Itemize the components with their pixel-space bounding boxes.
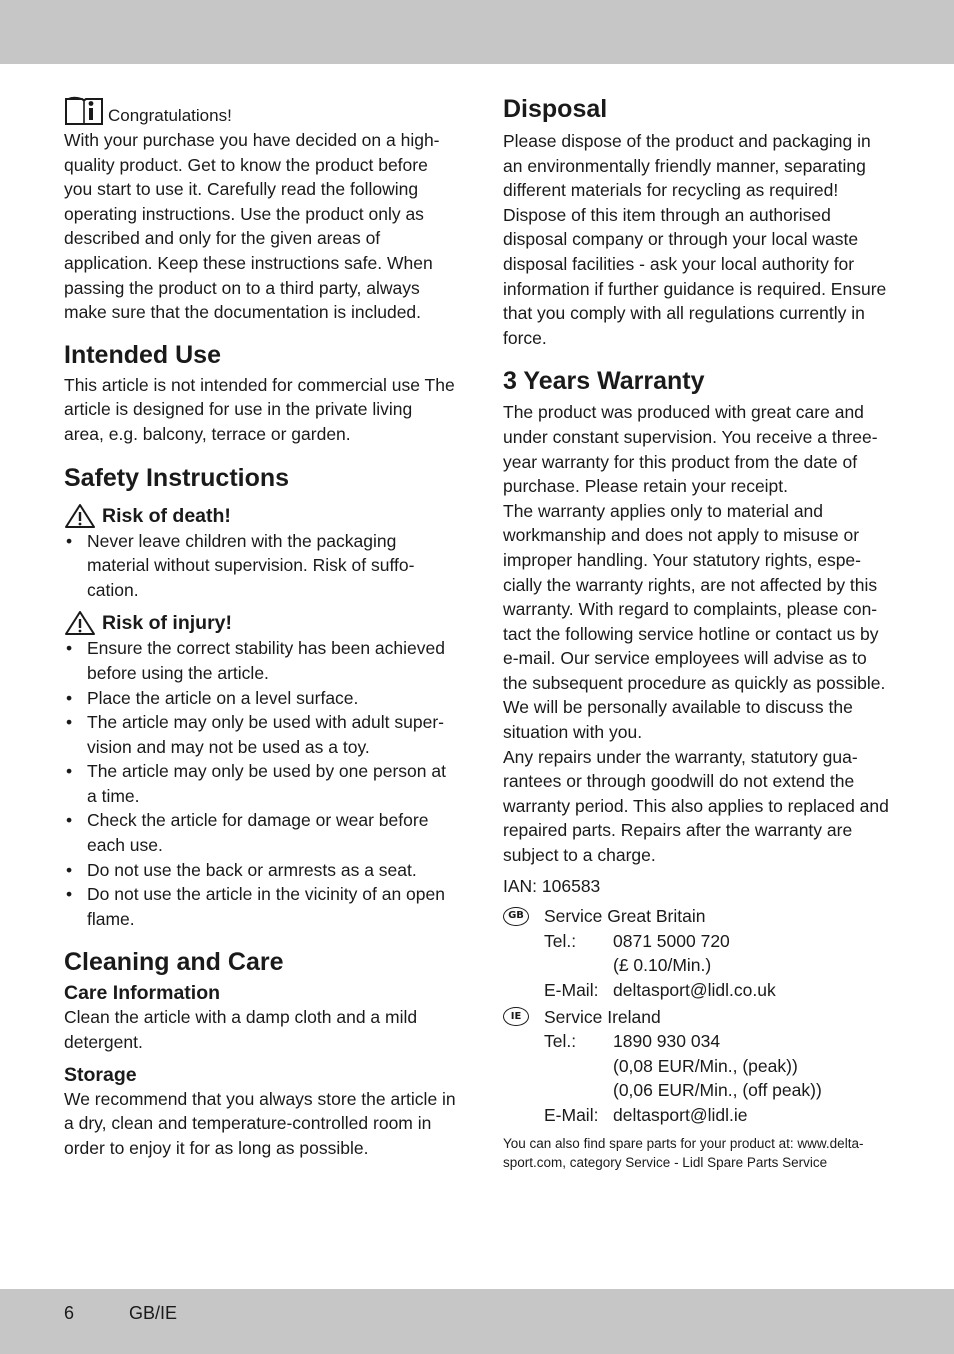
disposal-text: Please dispose of the product and packaging in an environmentally friendly manner, separating different materials for recycling as required! Dispose of this item through an authorised disposal company or through your local waste disposal facilities - ask your local authority for information if further guidance is required. Ensure that you comply with all regulations currently in force. xyxy=(503,131,887,348)
right-column xyxy=(503,92,895,1172)
service-ie xyxy=(503,1005,895,1128)
risk-of-injury-heading xyxy=(64,610,456,636)
risk-of-death-list xyxy=(64,529,456,603)
service-ie-tel: 1890 930 034 xyxy=(613,1031,721,1052)
tel-label: Tel.: xyxy=(544,1031,577,1052)
risk-of-death-heading xyxy=(64,503,456,529)
ian-number: IAN: 106583 xyxy=(503,875,601,896)
ie-flag-icon: IE xyxy=(503,1007,529,1026)
gb-flag-icon: GB xyxy=(503,907,529,926)
risk-of-death-label: Risk of death! xyxy=(102,504,231,527)
cleaning-heading: Cleaning and Care xyxy=(64,948,284,977)
intended-use-text: This article is not intended for commercial use The article is designed for use in the private living area, e.g. balcony, terrace or garden. xyxy=(64,374,455,444)
list-item: • The article may only be used with adult super-vision and may not be used as a toy. xyxy=(64,710,456,759)
email-label: E-Mail: xyxy=(544,980,599,1000)
list-item: • Do not use the article in the vicinity of an open flame. xyxy=(64,882,456,931)
intro-header xyxy=(64,96,456,126)
list-item: • Check the article for damage or wear before each use. xyxy=(64,808,456,857)
left-column xyxy=(64,92,456,1160)
warranty-paragraph-3: Any repairs under the warranty, statutory gua-rantees or through goodwill do not extend the warranty period. This also applies to replaced and repaired parts. Repairs after the warranty are subject to a charge. xyxy=(503,746,889,866)
disposal-heading: Disposal xyxy=(503,95,608,123)
service-gb xyxy=(503,904,895,1002)
warning-triangle-icon xyxy=(64,610,96,636)
storage-heading: Storage xyxy=(64,1063,137,1086)
intro-title: Congratulations! xyxy=(108,106,232,125)
safety-heading: Safety Instructions xyxy=(64,463,290,492)
list-item: • Place the article on a level surface. xyxy=(64,686,456,711)
page-number: 6 xyxy=(64,1303,75,1323)
warranty-paragraph-1: The product was produced with great care and under constant supervision. You receive a three-year warranty for this product from the date of purchase. Please retain your receipt. xyxy=(503,402,878,497)
list-item: • Never leave children with the packaging material without supervision. Risk of suffo-cation. xyxy=(64,529,456,603)
spare-parts-note: You can also find spare parts for your product at: www.delta-sport.com, category Service - Lidl Spare Parts Service xyxy=(503,1135,864,1170)
service-gb-tel: 0871 5000 720 xyxy=(613,930,730,951)
risk-of-injury-label: Risk of injury! xyxy=(102,612,233,635)
care-information-heading: Care Information xyxy=(64,982,221,1005)
service-gb-tel-note: (£ 0.10/Min.) xyxy=(613,955,712,976)
warranty-paragraph-2: The warranty applies only to material and workmanship and does not apply to misuse or improper handling. Your statutory rights, espe-cially the warranty rights, are not affected by this warranty. With regard to complaints, please con-tact the following service hotline or contact us by e-mail. Our service employees will advise as to the subsequent procedure as quickly as possible. We will be personally available to discuss the situation with you. xyxy=(503,500,886,743)
list-item: • Ensure the correct stability has been achieved before using the article. xyxy=(64,636,456,685)
risk-of-injury-list xyxy=(64,636,456,931)
email-label: E-Mail: xyxy=(544,1104,599,1125)
service-ie-email: deltasport@lidl.ie xyxy=(613,1104,748,1125)
service-gb-email: deltasport@lidl.co.uk xyxy=(613,980,776,1000)
service-ie-tel-note-peak: (0,08 EUR/Min., (peak)) xyxy=(613,1055,798,1076)
warranty-heading: 3 Years Warranty xyxy=(503,367,705,396)
intended-use-heading: Intended Use xyxy=(64,340,221,369)
tel-label: Tel.: xyxy=(544,930,577,951)
storage-text: We recommend that you always store the article in a dry, clean and temperature-controlled room in order to enjoy it for as long as possible. xyxy=(64,1088,456,1158)
info-book-icon xyxy=(64,96,104,126)
service-gb-name: Service Great Britain xyxy=(544,906,706,927)
service-ie-name: Service Ireland xyxy=(544,1006,661,1027)
list-item: • The article may only be used by one person at a time. xyxy=(64,759,456,808)
list-item: • Do not use the back or armrests as a seat. xyxy=(64,858,456,883)
region-code: GB/IE xyxy=(129,1303,178,1323)
service-ie-tel-note-offpeak: (0,06 EUR/Min., (off peak)) xyxy=(613,1080,822,1101)
intro-text: With your purchase you have decided on a high-quality product. Get to know the product before you start to use it. Carefully read the following operating instructions. Use the product only as described and only for the given areas of application. Keep these instructions safe. When passing the product on to a third party, always make sure that the documentation is included. xyxy=(64,130,440,323)
warning-triangle-icon xyxy=(64,503,96,529)
care-information-text: Clean the article with a damp cloth and a mild detergent. xyxy=(64,1007,418,1053)
header-bar xyxy=(0,0,954,64)
